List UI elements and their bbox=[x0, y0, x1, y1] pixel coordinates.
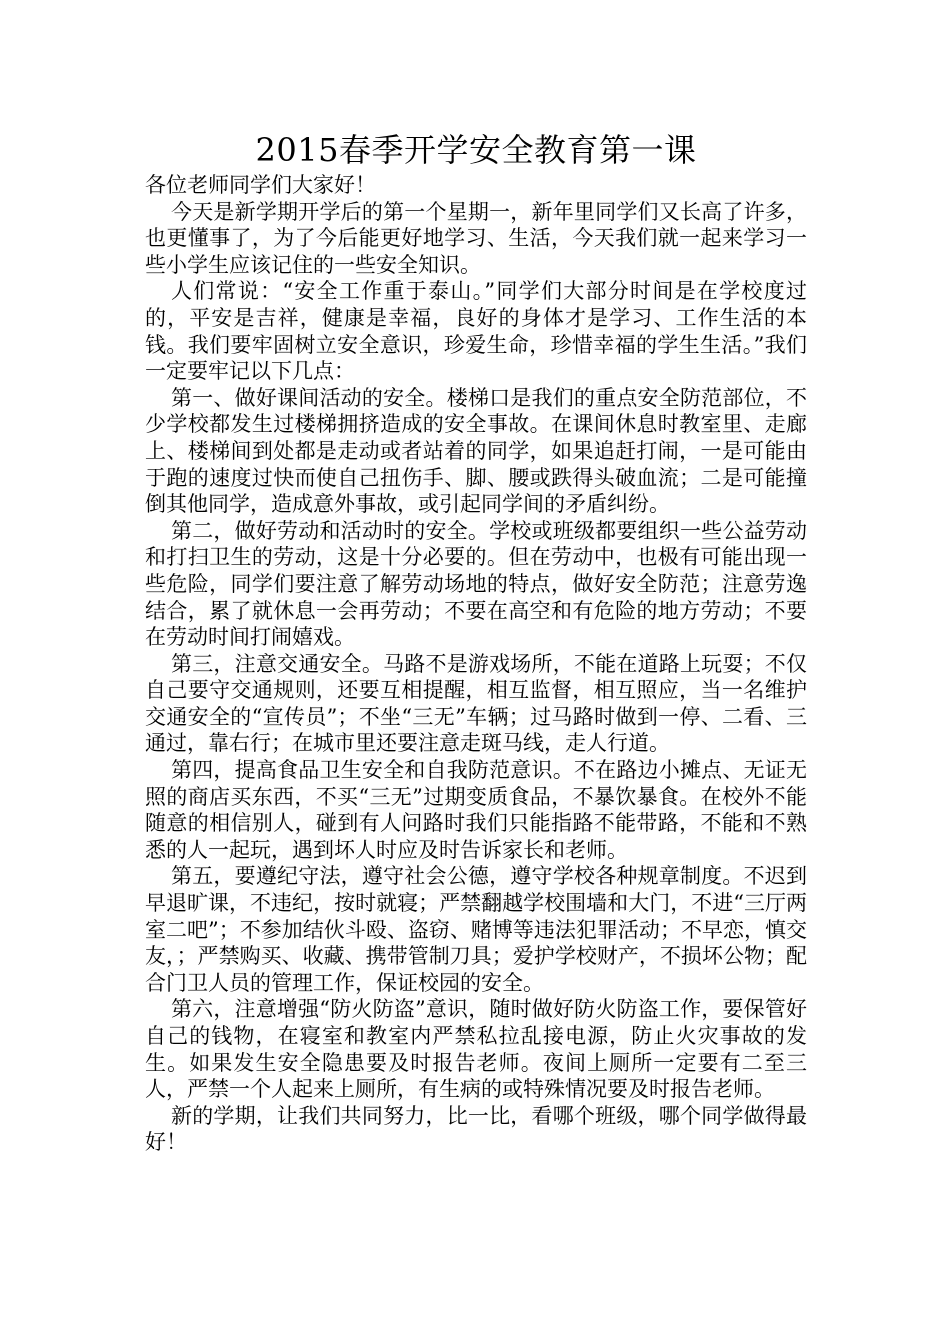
paragraph-closing: 新的学期，让我们共同努力，比一比，看哪个班级，哪个同学做得最好！ bbox=[145, 1103, 807, 1155]
paragraph-saying: 人们常说：“安全工作重于泰山。”同学们大部分时间是在学校度过的，平安是吉祥，健康是幸福，良好的身体才是学习、工作生活的本钱。我们要牢固树立安全意识，珍爱生命，珍惜幸福的学生生活。”我们一定要牢记以下几点： bbox=[145, 279, 807, 384]
document-title: 2015春季开学安全教育第一课 bbox=[255, 131, 697, 169]
paragraph-intro: 今天是新学期开学后的第一个星期一，新年里同学们又长高了许多，也更懂事了，为了今后能更好地学习、生活，今天我们就一起来学习一些小学生应该记住的一些安全知识。 bbox=[145, 199, 807, 277]
paragraph-point-4: 第四，提高食品卫生安全和自我防范意识。不在路边小摊点、无证无照的商店买东西，不买“三无”过期变质食品，不暴饮暴食。在校外不能随意的相信别人，碰到有人问路时我们只能指路不能带路，不能和不熟悉的人一起玩，遇到坏人时应及时告诉家长和老师。 bbox=[145, 758, 807, 862]
paragraph-point-5: 第五，要遵纪守法，遵守社会公德，遵守学校各种规章制度。不迟到早退旷课，不违纪，按时就寝；严禁翻越学校围墙和大门，不进“三厅两室二吧”；不参加结伙斗殴、盗窃、赌博等违法犯罪活动；不早恋，慎交友，；严禁购买、收藏、携带管制刀具；爱护学校财产，不损坏公物；配合门卫人员的管理工作，保证校园的安全。 bbox=[145, 864, 807, 995]
paragraph-point-3: 第三，注意交通安全。马路不是游戏场所，不能在道路上玩耍；不仅自己要守交通规则，还要互相提醒，相互监督，相互照应，当一名维护交通安全的“宣传员”；不坐“三无”车辆；过马路时做到一停、二看、三通过，靠右行；在城市里还要注意走斑马线，走人行道。 bbox=[145, 651, 807, 756]
document-body bbox=[145, 128, 807, 1156]
paragraph-point-6: 第六，注意增强“防火防盗”意识，随时做好防火防盗工作，要保管好自己的钱物，在寝室和教室内严禁私拉乱接电源，防止火灾事故的发生。如果发生安全隐患要及时报告老师。夜间上厕所一定要有二至三人，严禁一个人起来上厕所，有生病的或特殊情况要及时报告老师。 bbox=[145, 997, 807, 1102]
paragraph-point-2: 第二，做好劳动和活动时的安全。学校或班级都要组织一些公益劳动和打扫卫生的劳动，这是十分必要的。但在劳动中，也极有可能出现一些危险，同学们要注意了解劳动场地的特点，做好安全防范；注意劳逸结合，累了就休息一会再劳动；不要在高空和有危险的地方劳动；不要在劳动时间打闹嬉戏。 bbox=[145, 518, 807, 650]
paragraph-point-1: 第一、做好课间活动的安全。楼梯口是我们的重点安全防范部位，不少学校都发生过楼梯拥挤造成的安全事故。在课间休息时教室里、走廊上、楼梯间到处都是走动或者站着的同学，如果追赶打闹，一是可能由于跑的速度过快而使自己扭伤手、脚、腰或跌得头破血流；二是可能撞倒其他同学，造成意外事故，或引起同学间的矛盾纠纷。 bbox=[145, 385, 807, 517]
greeting-line: 各位老师同学们大家好！ bbox=[145, 173, 376, 197]
